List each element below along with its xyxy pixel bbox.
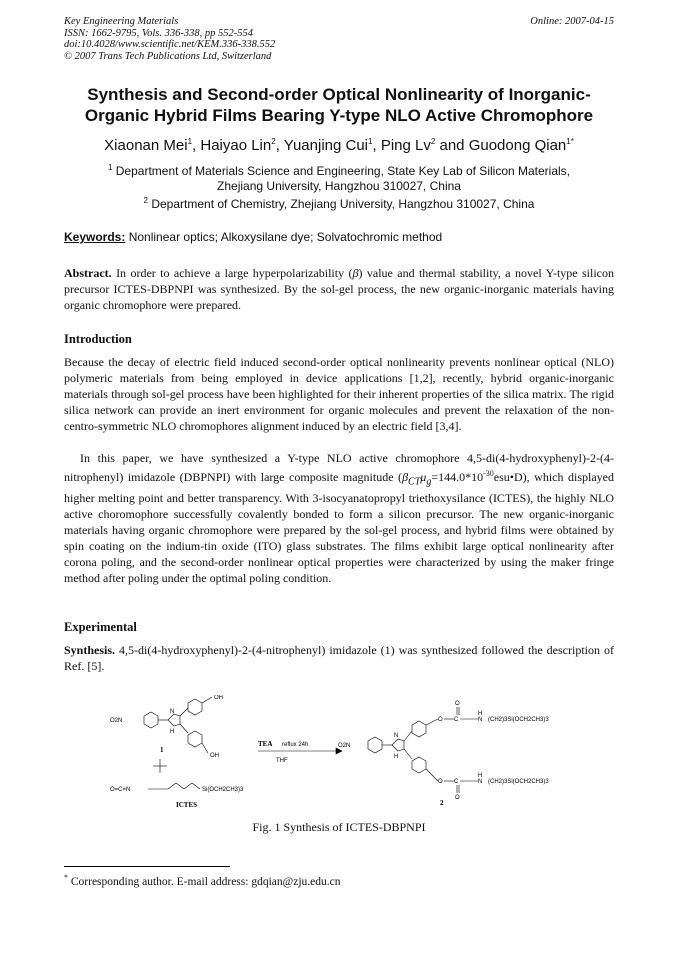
compound-2-label: 2 xyxy=(440,799,444,807)
carbonyl-o-bottom: O xyxy=(455,795,460,801)
issn-line: ISSN: 1662-9795, Vols. 336-338, pp 552-554 xyxy=(64,27,253,39)
amide-n-top: N xyxy=(478,717,483,723)
journal-name: Key Engineering Materials xyxy=(64,16,179,27)
hydroxyphenyl-ring-top xyxy=(188,699,202,715)
carbonyl-c-bottom: C xyxy=(454,779,459,785)
product-phenyl-ring-bottom xyxy=(412,757,426,773)
keywords xyxy=(64,230,614,244)
product-o2n-label: O2N xyxy=(338,743,351,749)
imidazole-n-label: N xyxy=(170,709,175,715)
synthesis-scheme-figure xyxy=(108,695,568,817)
title-line-1: Synthesis and Second-order Optical Nonlinearity of Inorganic- xyxy=(87,85,591,104)
product-h-label: H xyxy=(394,754,399,760)
abstract: Abstract. In order to achieve a large hyperpolarizability (β) value and thermal stability, a novel Y-type silicon precursor ICTES-DBPNPI was synthesized. By the sol-gel process, the new organic-inorganic materials having organic chromophore were prepared. xyxy=(64,266,615,312)
reflux-label: reflux 24h xyxy=(282,742,309,748)
amide-h-top: H xyxy=(478,711,483,717)
doi-line: doi:10.4028/www.scientific.net/KEM.336-338.552 xyxy=(64,39,276,50)
carbonyl-c-top: C xyxy=(454,717,459,723)
author: Ping Lv$^2$ and xyxy=(380,137,469,154)
o2n-label: O2N xyxy=(110,718,123,724)
compound-1-label: 1 xyxy=(160,746,164,754)
paper-title xyxy=(64,84,614,126)
hydroxyphenyl-ring-bottom xyxy=(188,731,202,747)
keywords-text: Nonlinear optics; Alkoxysilane dye; Solvatochromic method xyxy=(128,230,443,244)
affiliation-2: $^2$ Department of Chemistry, Zhejiang University, Hangzhou 310027, China xyxy=(143,196,535,211)
author: Guodong Qian$^{1*}$ xyxy=(468,137,574,154)
copyright-line: © 2007 Trans Tech Publications Ltd, Switzerland xyxy=(64,50,272,62)
affiliation-1: $^1$ Department of Materials Science and Engineering, State Key Lab of Silicon Materials, Zhejiang University, Hangzhou 310027, China xyxy=(107,163,571,193)
imidazole-ring xyxy=(168,714,180,726)
intro-paragraph-2: In this paper, we have synthesized a Y-type NLO active chromophore 4,5-di(4-hydroxyphenyl)-2-(4-nitrophenyl) imidazole (DBPNPI) with large composite magnitude $(\beta_{CT}\mu_g=144.0*10^{-30}esu•D)$, which displayed higher melting point and better transparency. With 3-isocyanatopropyl triethoxysilance (ICTES), the highly NLO active choromophore successfully covalently bonded to form a silicon precursor. The new organic-inorganic materials having organic chromophore were prepared by the sol-gel process, and hybrid films were obtained by spin coating on the indium-tin oxide (ITO) glass substrates. The films exhibit large optical nonlinearity after corona poling, and the second-order nonlinear optical properties were characterized by using the maker fringe method after poling under the optimal poling condition. xyxy=(64,451,614,586)
page-header xyxy=(64,16,614,62)
tea-label: TEA xyxy=(258,740,273,748)
product-imidazole-ring xyxy=(392,739,404,751)
amide-h-bottom: H xyxy=(478,773,483,779)
author-list xyxy=(64,133,614,155)
chain-label-bottom: (CH2)3Si(OCH2CH3)3 xyxy=(488,779,549,785)
imidazole-h-label: H xyxy=(170,729,175,735)
footnote-rule xyxy=(64,866,230,867)
thf-label: THF xyxy=(276,758,288,764)
oh-label-bottom: OH xyxy=(210,753,219,759)
online-date: Online: 2007-04-15 xyxy=(530,16,614,27)
author: Xiaonan Mei$^1$, xyxy=(104,137,201,154)
amide-n-bottom: N xyxy=(478,779,483,785)
intro-paragraph-1: Because the decay of electric field induced second-order optical nonlinearity prevents nonlinear optical (NLO) polymeric materials from being employed in device applications [1,2], recently, hybrid organic-inorganic materials through sol-gel process have been highlighted for their inherent properties of the silica matrix. The rigid silica network can provide an inert environment for organic molecules and prevent the relaxation of the non-centro-symmetric NLO chromophores alignment induced by an electric field [3,4]. xyxy=(64,355,614,433)
ester-o-bottom: O xyxy=(438,779,443,785)
figure-caption: Fig. 1 Synthesis of ICTES-DBPNPI xyxy=(252,820,426,834)
keywords-label: Keywords: xyxy=(64,230,126,244)
carbonyl-o-top: O xyxy=(455,701,460,707)
experimental-heading: Experimental xyxy=(64,620,137,634)
ictes-label: ICTES xyxy=(176,801,198,809)
nitrophenyl-ring xyxy=(144,712,158,728)
synthesis-paragraph: Synthesis. 4,5-di(4-hydroxyphenyl)-2-(4-nitrophenyl) imidazole (1) was synthesized followed the description of Ref. [5]. xyxy=(64,643,614,673)
chain-label-top: (CH2)3Si(OCH2CH3)3 xyxy=(488,717,549,723)
ester-o-top: O xyxy=(438,717,443,723)
footnote: * Corresponding author. E-mail address: gdqian@zju.edu.cn xyxy=(64,873,341,888)
product-nitrophenyl-ring xyxy=(368,737,382,753)
isocyanate-label: O=C=N xyxy=(110,787,131,793)
silyl-label: Si(OCH2CH3)3 xyxy=(202,787,244,793)
author: Yuanjing Cui$^1$, xyxy=(283,137,381,154)
product-phenyl-ring-top xyxy=(412,721,426,737)
oh-label-top: OH xyxy=(214,695,223,701)
author: Haiyao Lin$^2$, xyxy=(200,137,284,154)
title-line-2: Organic Hybrid Films Bearing Y-type NLO Active Chromophore xyxy=(84,106,594,125)
product-n-label: N xyxy=(394,733,399,739)
introduction-heading: Introduction xyxy=(64,332,132,346)
